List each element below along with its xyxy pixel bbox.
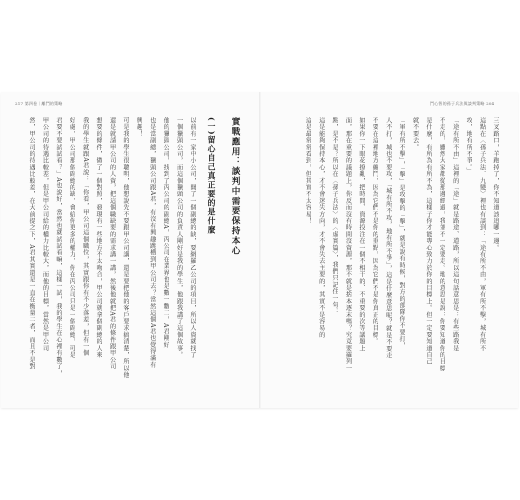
text-column: 這是能夠保持本心，才不會迷失方向，才不會失去主要的，其實不是容易的 — [317, 117, 325, 339]
text-column: 如果你一下眼花撩亂，把時間、資源投注在一個不相干的、不重要的次等議題上 — [357, 117, 365, 352]
book-spread — [1, 92, 518, 408]
text-column: 「途有所不由」這裡的「途」就是路途、道路，所以這句話意思是：有些路我是 — [451, 117, 459, 352]
text-column: 想要的條件，做了一個對照，發現有一些地方不太吻合，甲公司就拿個副總的人來 — [95, 117, 103, 359]
text-column: 攻，地有所不爭。」 — [465, 117, 473, 175]
text-column: 人不打，城也不要攻，「城有所不攻，地有所不爭」，這是什麼意思呢？就是不要走 — [384, 117, 392, 359]
text-column: 也是當副總，獵頭公司跟A君，有沒有興趣跳槽到甲公司去？當然這個A君也覺得滿有 — [148, 117, 156, 369]
text-column: 以前有一家中小公司，開了一個副總的缺，要網羅乙公司的項目，所以人資就找了 — [189, 117, 196, 359]
text-column: 「軍有所不擊」，「擊」是攻擊的「擊」，就是說有時候，對方的部隊你不要打， — [398, 117, 406, 349]
text-column: 好處，甲公司那個副總的缺，會給你更多的權力，你在丙公司只是一個副總，可是 — [68, 117, 76, 359]
text-column: 可是我的學生很聰明，他想說先不要跟甲公司講，還是要把他的客戶要求搞清楚，所以他 — [121, 117, 129, 379]
left-page-text — [19, 117, 241, 392]
section-heading: 實戰應用：談判中需要保持本心 — [230, 117, 240, 256]
text-column: 他的獵頭公司，找到了丙公司的副總A，丙公司在業界也是數一數二，A君剛好 — [162, 117, 170, 349]
right-page-running-head: 鬥心智的孫子兵法與談判策略 204 — [430, 101, 495, 106]
text-column: 這是最常常看到，但其實不太容易！ — [304, 117, 312, 225]
text-column: 甲公司的待遇比較差，但是甲公司給的權力比較大，而他的目標，當然是甲公司 — [41, 117, 49, 352]
text-column: 還是就請甲公司的人資，把這個職缺要的需求講一講，然後他就把A君的條件跟甲公司 — [108, 117, 116, 370]
section-subheading: (一)留心自己真正要的是什麼 — [207, 117, 216, 235]
text-column: 不要在這裡地方纏鬥，因為它們不是你的重點，因為它們不是你真正的目標。 — [371, 117, 379, 345]
text-column: 不走的，雖然大家都從那邊經過，我並不一定要走。地的意思是說：你要知道你的目標 — [438, 117, 446, 372]
text-column: 我的學生就跟A君說：「你看，甲公司這個職位，其實跟你有不少落差，但有一個 — [81, 117, 89, 357]
left-page-running-head: 217 第四卷｜離鬥的策略 — [15, 101, 63, 106]
text-column: 三叉路口，羊跑掉了，你不知道該追哪一邊。 — [492, 117, 499, 251]
text-column: 就不要去。 — [411, 117, 419, 151]
text-column: 面，那在重要的議題上，你反而沒有時間沒資源，那不就是捨本逐末嗎？究竟要羅列一 — [344, 117, 352, 372]
text-column: 點，是不是？所以在〈孫子兵法〉的〈虛實篇〉，我們只記住一句： — [331, 117, 339, 315]
text-column: 君要不要試試看？」A也說好，當然也就試試看嘛，這樣一試，我的學生在心裡有數了， — [54, 117, 62, 377]
text-column: 興趣！ — [135, 117, 143, 138]
book-gutter — [259, 92, 261, 408]
right-page-text — [273, 117, 499, 392]
text-column: 然，甲公司的待遇比較差，在大前提之下，A君其實還是一直在衡量二者，而且不是對 — [28, 117, 36, 370]
text-column: 一個獵頭公司，而這個獵頭公司的負責人剛好是我的學生，他跟我講了這個故事。 — [175, 117, 183, 359]
text-column: 這點在〈孫子兵法．九變〉裡也有談到：「途有所不由，軍有所不擊，城有所不 — [478, 117, 486, 352]
text-column: 是什麼，有所為有所不為，這樣子你才能專心致力於你的目標上。但一定要知道自己 — [424, 117, 432, 365]
